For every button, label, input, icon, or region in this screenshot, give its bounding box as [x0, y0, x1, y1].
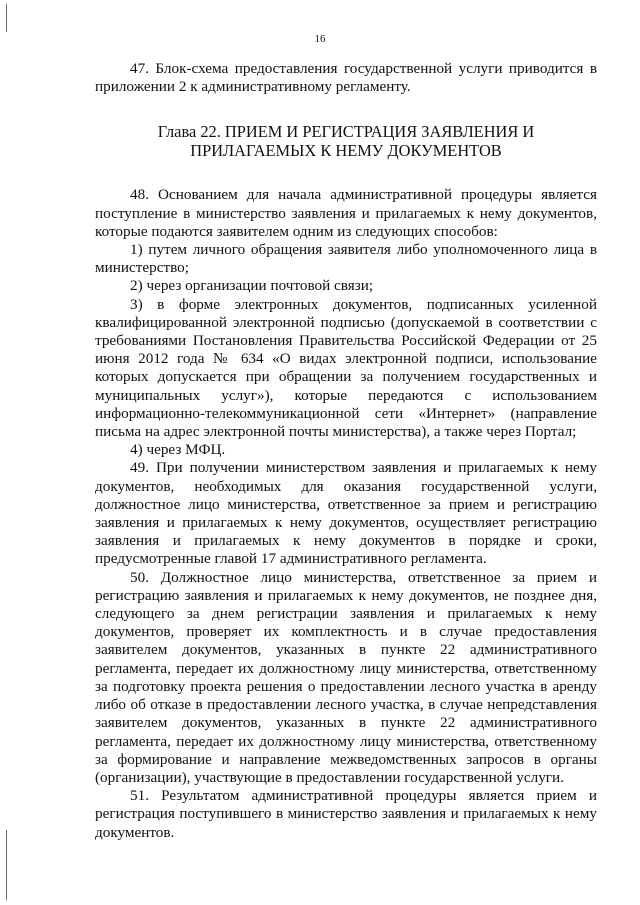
paragraph-50: 50. Должностное лицо министерства, ответственное за прием и регистрацию заявления и прилагаемых к нему документов, не позднее дня, следующего за днем регистрации заявления и прилагаемых к нему документов, проверяет их комплектность и в случае предоставления заявителем документов, указанных в пункте 22 административного регламента, передает их должностному лицу министерства, ответственному за подготовку проекта решения о предоставлении лесного участка в аренду либо об отказе в предоставлении лесного участка, в случае непредставления заявителем документов, указанных в пункте 22 административного регламента, передает их должностному лицу министерства, ответственному за формирование и направление межведомственных запросов в органы (организации), участвующие в предоставлении государственной услуги.	[95, 568, 597, 786]
binding-mark-bottom	[6, 830, 7, 900]
chapter-heading	[95, 122, 597, 160]
list-item-1: 1) путем личного обращения заявителя либо уполномоченного лица в министерство;	[95, 241, 597, 277]
binding-mark-top	[6, 4, 7, 32]
document-body	[95, 60, 597, 842]
chapter-heading-line-2: ПРИЛАГАЕМЫХ К НЕМУ ДОКУМЕНТОВ	[190, 141, 502, 161]
list-item-4: 4) через МФЦ.	[130, 441, 226, 459]
list-item-3: 3) в форме электронных документов, подписанных усиленной квалифицированной электронной подписью (допускаемой в соответствии с требованиями Постановления Правительства Российской Федерации от 25 июня 2012 года № 634 «О видах электронной подписи, использование которых допускается при обращении за получением государственных и муниципальных услуг»), которые передаются с использованием информационно-телекоммуникационной сети «Интернет» (направление письма на адрес электронной почты министерства), а также через Портал;	[95, 295, 597, 441]
paragraph-49: 49. При получении министерством заявления и прилагаемых к нему документов, необходимых для оказания государственной услуги, должностное лицо министерства, ответственное за прием и регистрацию заявления и прилагаемых к нему документов, осуществляет регистрацию заявления и прилагаемых к нему документов в порядке и сроки, предусмотренные главой 17 административного регламента.	[95, 459, 597, 568]
paragraph-51: 51. Результатом административной процедуры является прием и регистрация поступившего в министерство заявления и прилагаемых к нему документов.	[95, 787, 597, 841]
paragraph-48: 48. Основанием для начала административной процедуры является поступление в министерство заявления и прилагаемых к нему документов, которые подаются заявителем одним из следующих способов:	[95, 186, 597, 240]
page-number: 16	[314, 33, 326, 45]
chapter-heading-line-1: Глава 22. ПРИЕМ И РЕГИСТРАЦИЯ ЗАЯВЛЕНИЯ И	[157, 122, 535, 142]
list-item-2: 2) через организации почтовой связи;	[130, 277, 374, 295]
paragraph-47: 47. Блок-схема предоставления государственной услуги приводится в приложении 2 к административному регламенту.	[95, 60, 597, 96]
